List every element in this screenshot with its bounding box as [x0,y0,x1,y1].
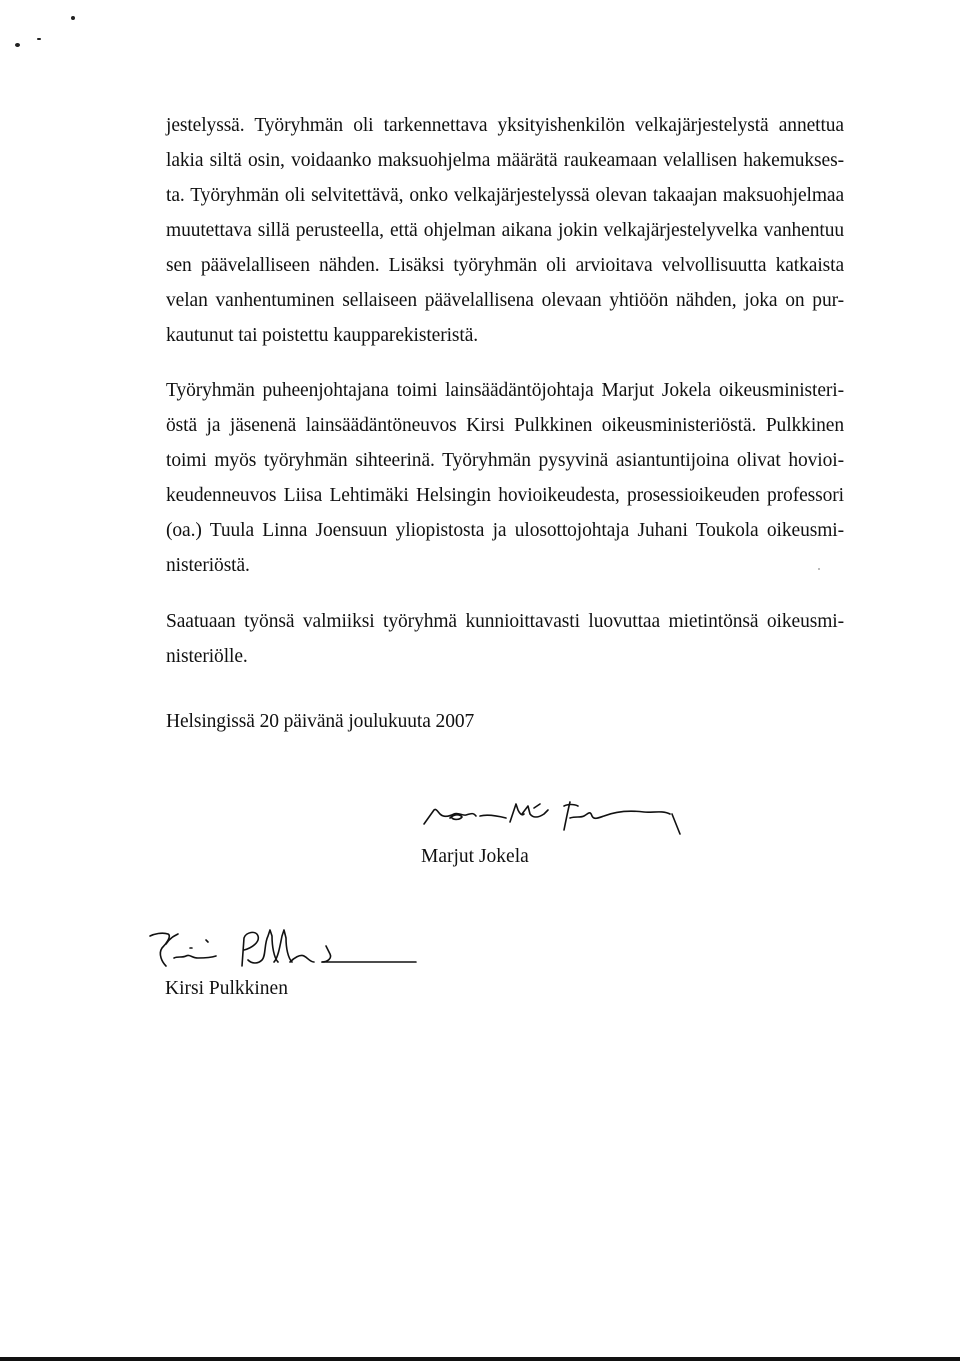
text-line: östä ja jäsenenä lainsäädäntöneuvos Kirsi Pulkkinen oikeusministeriöstä. Pulkkinen [166,415,844,436]
place-date-text: Helsingissä 20 päivänä joulukuuta 2007 [166,711,475,732]
paragraph-3 [166,604,844,674]
text-line: Saatuaan työnsä valmiiksi työryhmä kunnioittavasti luovuttaa mietintönsä oikeusmi- [166,611,844,632]
text-line: jestelyssä. Työryhmän oli tarkennettava yksityishenkilön velkajärjestelystä annettua [166,115,844,136]
scan-speck [15,43,20,47]
text-line: lakia siltä osin, voidaanko maksuohjelma määrätä raukeamaan velallisen hakemukses- [166,150,844,171]
scan-speck [818,568,820,570]
text-line: Työryhmän puheenjohtajana toimi lainsäädäntöjohtaja Marjut Jokela oikeusministeri- [166,380,844,401]
text-line: (oa.) Tuula Linna Joensuun yliopistosta ja ulosottojohtaja Juhani Toukola oikeusmi- [166,520,844,541]
signature-kirsi-pulkkinen [144,918,424,978]
scan-speck [71,16,75,20]
signatory-name-2: Kirsi Pulkkinen [165,978,288,999]
paragraph-2 [166,373,844,583]
text-line: sen päävelalliseen nähden. Lisäksi työryhmän oli arvioitava velvollisuutta katkaista [166,255,844,276]
scan-bottom-edge [0,1357,960,1361]
signatory-name-1: Marjut Jokela [421,846,529,867]
text-line: velan vanhentuminen sellaiseen päävelallisena olevaan yhtiöön nähden, joka on pur- [166,290,844,311]
scan-speck [37,38,41,40]
text-line: nisteriölle. [166,646,248,667]
text-line: keudenneuvos Liisa Lehtimäki Helsingin hovioikeudesta, prosessioikeuden professori [166,485,844,506]
place-date [166,704,844,739]
text-line: ta. Työryhmän oli selvitettävä, onko velkajärjestelyssä olevan takaajan maksuohjelmaa [166,185,844,206]
text-line: muutettava sillä perusteella, että ohjelman aikana jokin velkajärjestelyvelka vanhentuu [166,220,844,241]
text-line: kautunut tai poistettu kaupparekisteristä. [166,325,479,346]
text-line: toimi myös työryhmän sihteerinä. Työryhmän pysyvinä asiantuntijoina olivat hovioi- [166,450,844,471]
paragraph-1 [166,108,844,353]
text-line: nisteriöstä. [166,555,250,576]
